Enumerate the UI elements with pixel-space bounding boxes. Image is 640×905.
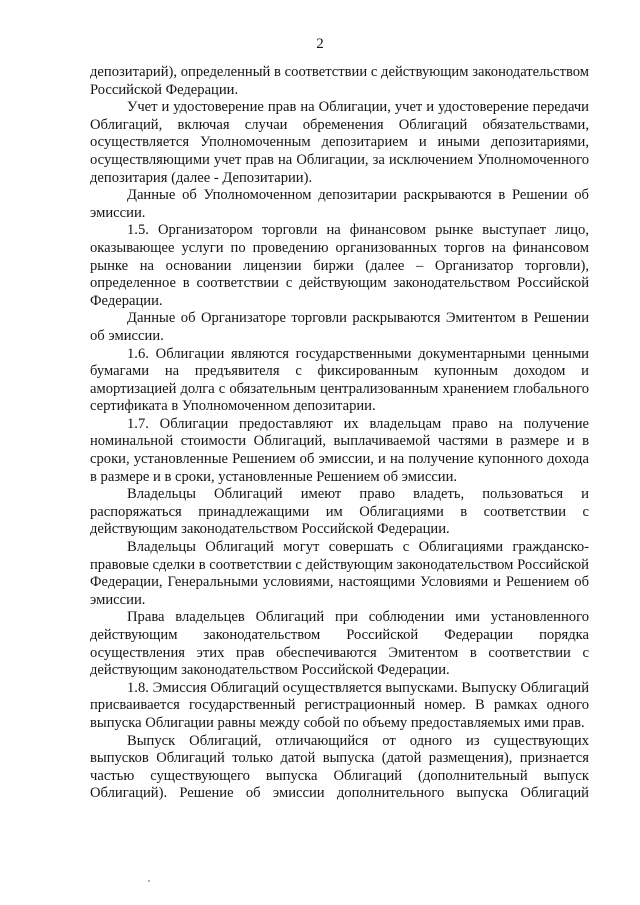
paragraph-additional-issue: Выпуск Облигаций, отличающийся от одного из существующих выпусков Облигаций только датой выпуска (датой размещения), признается частью существующего выпуска Облигаций (дополнительный выпуск Облигаций). Решение об эмиссии дополнительного выпуска Облигаций — [90, 732, 589, 802]
paragraph-rights-protection: Права владельцев Облигаций при соблюдении ими установленного действующим законодательством Российской Федерации порядка осуществления этих прав обеспечиваются Эмитентом в соответствии с действующим законодательством Российской Федерации. — [90, 609, 589, 679]
paragraph-owner-transactions: Владельцы Облигаций могут совершать с Облигациями гражданско-правовые сделки в соответствии с действующим законодательством Российской Федерации, Генеральными условиями, настоящими Условиями и Решением об эмиссии. — [90, 539, 589, 608]
paragraph-organizer-disclosure: Данные об Организаторе торговли раскрываются Эмитентом в Решении об эмиссии. — [90, 310, 589, 344]
paragraph-1-6-bond-type: 1.6. Облигации являются государственными документарными ценными бумагами на предъявителя с фиксированным купонным доходом и амортизацией долга с обязательным централизованным хранением глобального сертификата в Уполномоченном депозитарии. — [90, 345, 589, 415]
paragraph-depositary-disclosure: Данные об Уполномоченном депозитарии раскрываются в Решении об эмиссии. — [90, 187, 589, 221]
paragraph-1-5-trade-organizer: 1.5. Организатором торговли на финансовом рынке выступает лицо, оказывающее услуги по проведению организованных торгов на финансовом рынке на основании лицензии биржи (далее – Организатор торговли), определенное в соответствии с действующим законодательством Российской Федерации. — [90, 222, 589, 309]
document-body — [90, 64, 589, 803]
scan-speck — [148, 880, 150, 882]
page-number: 2 — [316, 36, 324, 52]
paragraph-rights-accounting: Учет и удостоверение прав на Облигации, учет и удостоверение передачи Облигаций, включая случаи обременения Облигаций обязательствами, осуществляется Уполномоченным депозитарием и иными депозитариями, осуществляющими учет прав на Облигации, за исключением Уполномоченного депозитария (далее - Депозитарии). — [90, 99, 589, 186]
paragraph-depositary-continued: депозитарий), определенный в соответствии с действующим законодательством Российской Федерации. — [90, 64, 589, 98]
paragraph-1-7-owner-rights: 1.7. Облигации предоставляют их владельцам право на получение номинальной стоимости Облигаций, выплачиваемой частями в размере и в сроки, установленные Решением об эмиссии, и на получение купонного дохода в размере и в сроки, установленные Решением об эмиссии. — [90, 415, 589, 485]
paragraph-owner-possession: Владельцы Облигаций имеют право владеть, пользоваться и распоряжаться принадлежащими им Облигациями в соответствии с действующим законодательством Российской Федерации. — [90, 486, 589, 538]
paragraph-1-8-issuance: 1.8. Эмиссия Облигаций осуществляется выпусками. Выпуску Облигаций присваивается государственный регистрационный номер. В рамках одного выпуска Облигации равны между собой по объему предоставляемых ими прав. — [90, 679, 589, 731]
